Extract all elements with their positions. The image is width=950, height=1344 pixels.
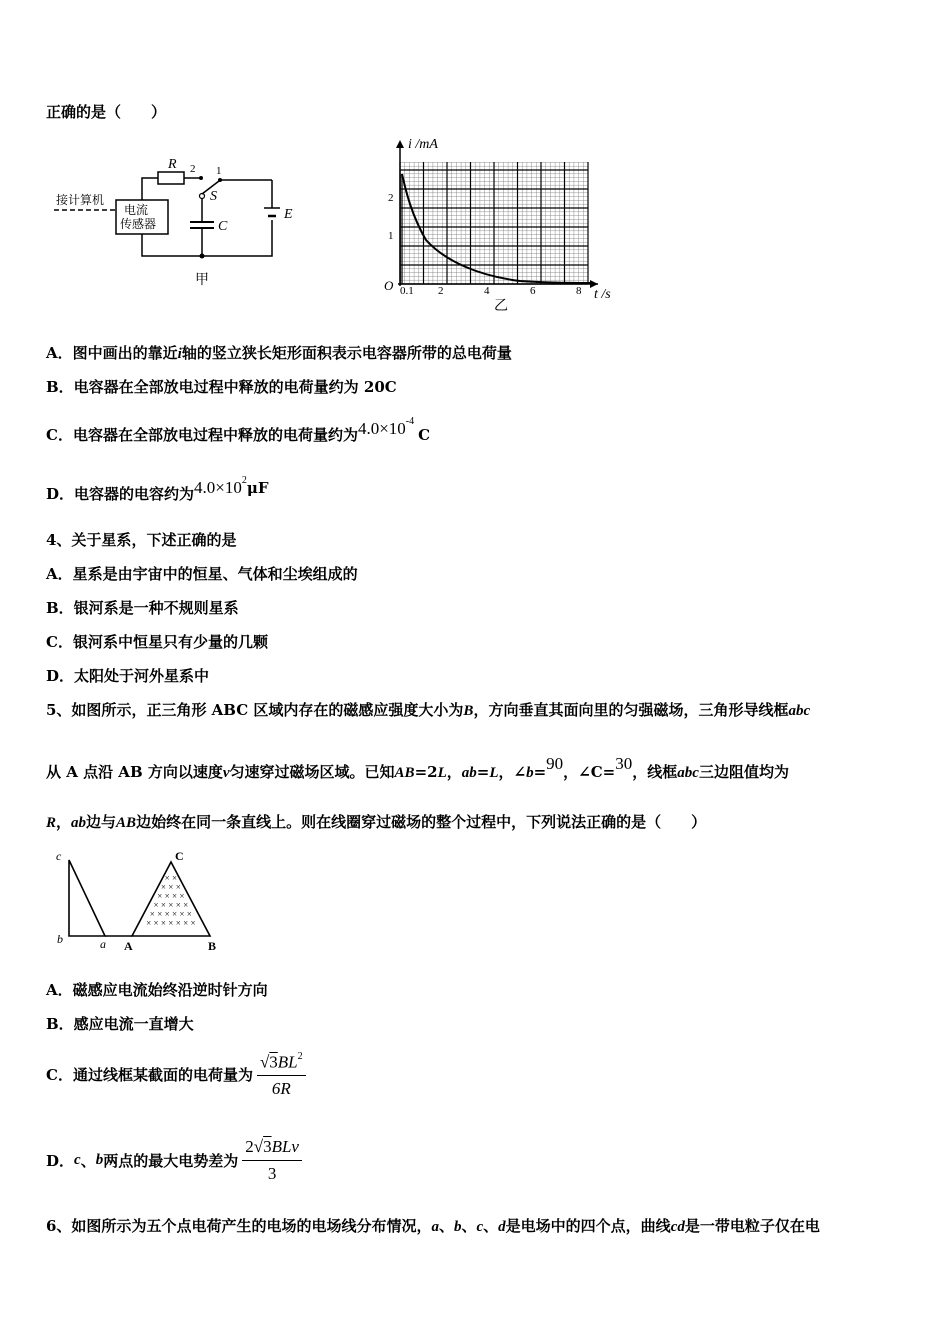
fig-caption-jia: 甲 [195,273,209,288]
field-cross: × [172,909,178,919]
field-cross: × [153,900,159,910]
x-tick-0.1: 0.1 [400,285,414,297]
charge-fraction: $\frac{√3BL^2}{6R}$ [257,1048,306,1101]
E-label: E [284,207,293,222]
sensor-label-2: 传感器 [120,217,157,231]
q3-option-B: B．电容器在全部放电过程中释放的电荷量约为 20C [46,378,397,396]
q4-stem: 4、关于星系，下述正确的是 [46,531,237,549]
label-A: A [124,939,133,953]
label-a: a [100,937,106,951]
pos2-label: 2 [190,163,196,175]
circuit-diagram [44,150,314,290]
label-B: B [208,939,217,953]
x-axis-label: t /s [594,287,611,302]
y-tick-1: 1 [388,230,394,242]
x-tick-2: 2 [438,285,444,297]
field-cross: × [164,909,170,919]
field-cross: × [160,900,166,910]
q3-option-A: A．图中画出的靠近i轴的竖立狭长矩形面积表示电容器所带的总电荷量 [46,344,512,362]
field-cross: × [175,900,181,910]
y-axis-arrow [396,140,404,148]
origin-label: O [384,278,394,293]
q5-option-A: A．磁感应电流始终沿逆时针方向 [46,981,268,999]
field-cross: × [175,918,181,928]
x-tick-4: 4 [484,285,490,297]
y-tick-2: 2 [388,192,394,204]
voltage-fraction: $\frac{\text{2√3BLv}}{3}$ [242,1136,302,1185]
field-cross: × [146,918,152,928]
resistor-R [158,172,184,184]
discharge-graph [380,134,630,314]
discharge-curve [402,174,590,283]
y-axis-label: i /mA [408,137,438,152]
q3-option-D: D．电容器的电容约为$4.0\times 10^2\mu F$ [46,475,269,503]
wire-frame-abc [69,860,105,936]
fig-caption-yi: 乙 [494,299,508,314]
q3-stem: 正确的是（ ） [46,103,167,121]
sensor-label-1: 电流 [124,203,149,217]
q5-stem-line3: R，ab边与AB边始终在同一条直线上。则在线圈穿过磁场的整个过程中，下列说法正确的是（ ） [46,813,707,831]
field-cross: × [183,918,189,928]
field-cross: × [179,909,185,919]
field-cross: × [160,918,166,928]
narrow-rectangle [400,174,403,284]
q4-option-A: A．星系是由宇宙中的恒星、气体和尘埃组成的 [46,565,358,583]
field-cross: × [168,900,174,910]
R-label: R [168,157,177,172]
field-cross: × [175,882,181,892]
q4-option-B: B．银河系是一种不规则星系 [46,599,239,617]
field-cross: × [164,873,170,883]
C-label: C [218,219,228,234]
field-cross: × [172,891,178,901]
field-cross: × [164,891,170,901]
q4-option-C: C．银河系中恒星只有少量的几颗 [46,633,268,651]
field-cross: × [179,891,185,901]
field-cross: × [157,909,163,919]
label-b: b [57,932,63,946]
field-cross: × [157,891,163,901]
q4-option-D: D．太阳处于河外星系中 [46,667,210,685]
q5-option-D: D． c 、 b 两点的最大电势差为 $\frac{\text{2√3BLv}}{3}$ [46,1132,302,1188]
field-cross: × [172,873,178,883]
field-cross: × [168,918,174,928]
label-c: c [56,849,62,863]
field-cross: × [153,918,159,928]
field-crosses [146,873,195,928]
computer-label: 接计算机 [56,193,105,207]
triangle-field-diagram [52,848,232,958]
field-cross: × [186,909,192,919]
q5-option-B: B．感应电流一直增大 [46,1015,194,1033]
x-tick-8: 8 [576,285,582,297]
field-cross: × [190,918,196,928]
field-cross: × [168,882,174,892]
q5-stem-line2: 从 A 点沿 AB 方向以速度v匀速穿过磁场区域。已知AB=2L，ab=L，∠b=90，∠C=30，线框abc三边阻值均为 [46,754,789,781]
field-cross: × [160,882,166,892]
label-C: C [175,849,184,863]
field-cross: × [183,900,189,910]
q3-option-C: C．电容器在全部放电过程中释放的电荷量约为$4.0\times 10^{-4}C$ [46,416,431,444]
q5-stem-line1: 5、如图所示，正三角形 ABC 区域内存在的磁感应强度大小为B，方向垂直其面向里的匀强磁场，三角形导线框abc [46,701,811,719]
q6-stem: 6、如图所示为五个点电荷产生的电场的电场线分布情况，a、b、c、d是电场中的四个点，曲线cd是一带电粒子仅在电 [46,1217,820,1235]
q5-option-C: C．通过线框某截面的电荷量为 $\frac{√3BL^2}{6R}$ [46,1046,306,1102]
x-tick-6: 6 [530,285,536,297]
S-label: S [210,189,217,204]
field-cross: × [149,909,155,919]
pos1-label: 1 [216,165,222,177]
